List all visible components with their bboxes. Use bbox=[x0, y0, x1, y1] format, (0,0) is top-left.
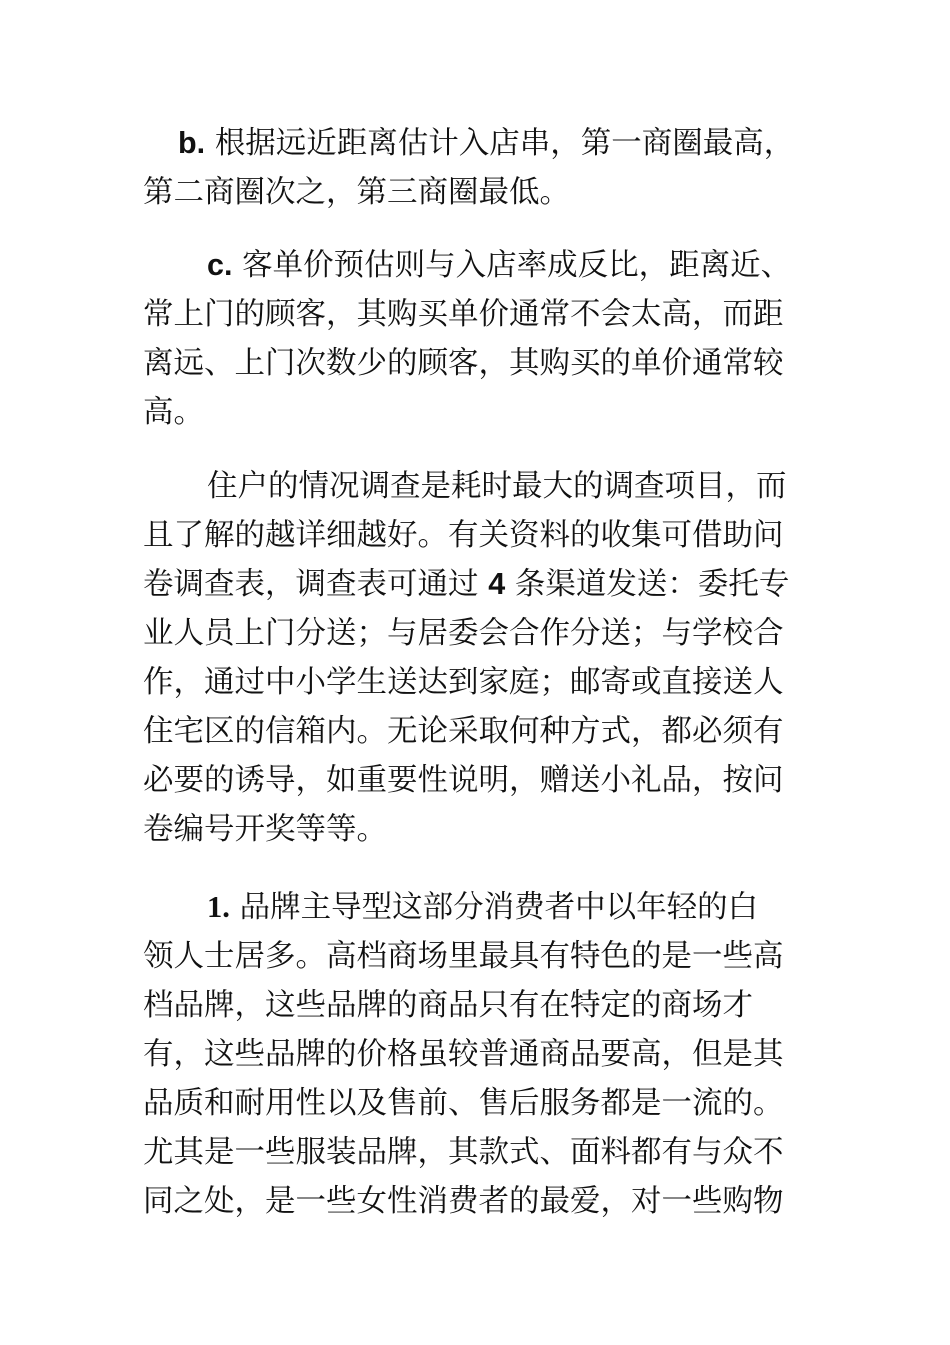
list-marker: c. bbox=[207, 248, 233, 282]
paragraph-line: 卷编号开奖等等。 bbox=[143, 812, 387, 847]
paragraph-line: 1. 品牌主导型这部分消费者中以年轻的白 bbox=[207, 890, 759, 925]
paragraph-1 bbox=[143, 883, 807, 1226]
paragraph-line: b. 根据远近距离估计入店串，第一商圈最高， bbox=[178, 126, 795, 161]
paragraph-line: 同之处，是一些女性消费者的最爱，对一些购物 bbox=[143, 1184, 784, 1219]
paragraph-line: 业人员上门分送；与居委会合作分送；与学校合 bbox=[143, 616, 784, 651]
paragraph-line: 品质和耐用性以及售前、售后服务都是一流的。 bbox=[143, 1086, 784, 1121]
paragraph-line: 第二商圈次之，第三商圈最低。 bbox=[143, 175, 570, 210]
paragraph-c bbox=[143, 241, 807, 437]
paragraph-line: 领人士居多。高档商场里最具有特色的是一些高 bbox=[143, 939, 784, 974]
paragraph-line: 常上门的顾客，其购买单价通常不会太高，而距 bbox=[143, 297, 784, 332]
paragraph-line: 作，通过中小学生送达到家庭；邮寄或直接送人 bbox=[143, 665, 784, 700]
paragraph-b bbox=[143, 119, 807, 217]
paragraph-line: 尤其是一些服装品牌，其款式、面料都有与众不 bbox=[143, 1135, 784, 1170]
list-marker: 1. bbox=[207, 890, 230, 924]
paragraph-line: 必要的诱导，如重要性说明，赠送小礼品，按问 bbox=[143, 763, 784, 798]
paragraph-survey bbox=[143, 462, 807, 854]
paragraph-line: 住户的情况调查是耗时最大的调查项目，而 bbox=[207, 469, 787, 504]
paragraph-line: 住宅区的信箱内。无论采取何种方式，都必须有 bbox=[143, 714, 784, 749]
channel-count: 4 bbox=[488, 567, 506, 601]
paragraph-line: 有，这些品牌的价格虽较普通商品要高，但是其 bbox=[143, 1037, 784, 1072]
list-marker: b. bbox=[178, 126, 206, 160]
paragraph-line: 档品牌，这些品牌的商品只有在特定的商场才 bbox=[143, 988, 753, 1023]
paragraph-line: c. 客单价预估则与入店率成反比，距离近、 bbox=[207, 248, 792, 283]
paragraph-line: 高。 bbox=[143, 395, 204, 430]
paragraph-line: 离远、上门次数少的顾客，其购买的单价通常较 bbox=[143, 346, 784, 381]
paragraph-line: 卷调查表，调查表可通过 4 条渠道发送：委托专 bbox=[143, 567, 790, 602]
paragraph-line: 且了解的越详细越好。有关资料的收集可借助问 bbox=[143, 518, 784, 553]
